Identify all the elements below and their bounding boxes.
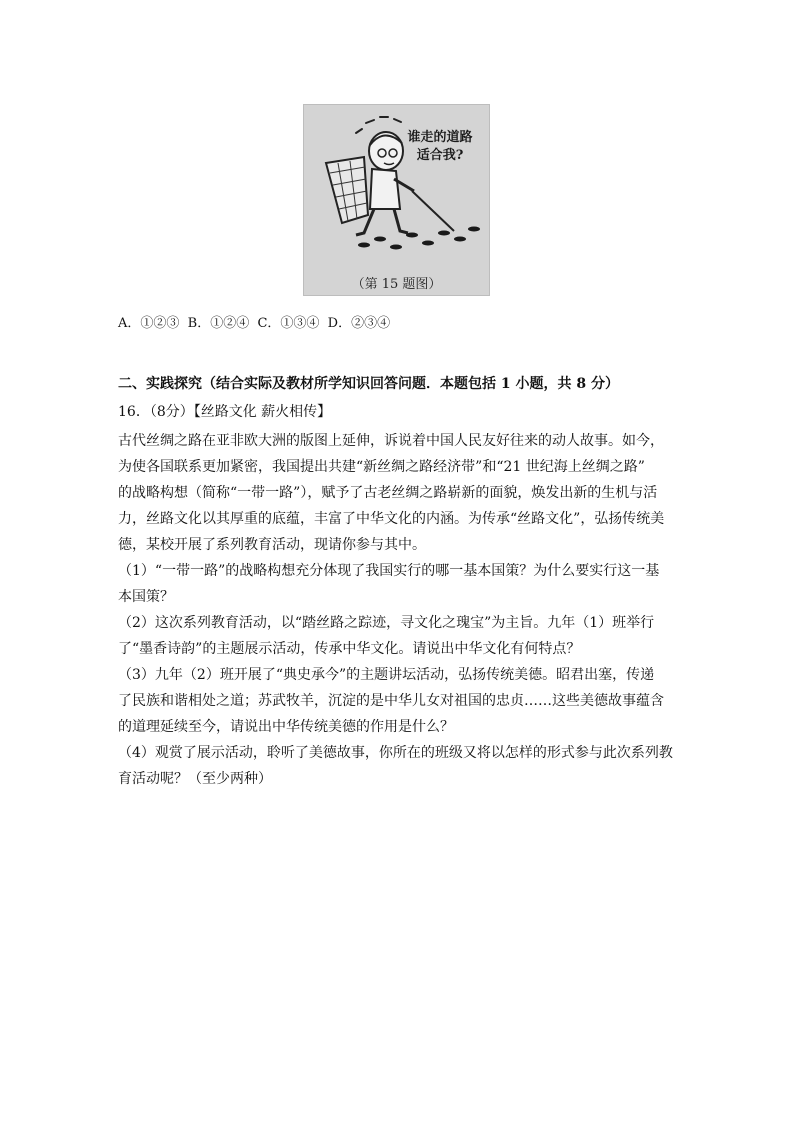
body-line: 育活动呢？（至少两种） [118,771,272,787]
body-line: 的战略构想（简称“一带一路”），赋予了古老丝绸之路崭新的面貌，焕发出新的生机与活 [118,485,658,501]
body-line: 为使各国联系更加紧密，我国提出共建“新丝绸之路经济带”和“21 世纪海上丝绸之路” [118,459,645,475]
body-line: 德，某校开展了系列教育活动，现请你参与其中。 [118,537,426,553]
speech-line-1: 谁走的道路 [407,130,473,145]
sub-question-4: （4）观赏了展示活动，聆听了美德故事，你所在的班级又将以怎样的形式参与此次系列教 [118,745,673,761]
figure-caption: （第 15 题图） [351,277,442,292]
sub-question-1: （1）“一带一路”的战略构想充分体现了我国实行的哪一基本国策？为什么要实行这一基 [118,563,660,579]
body-line: 了民族和谐相处之道；苏武牧羊，沉淀的是中华儿女对祖国的忠贞……这些美德故事蕴含 [118,693,664,709]
body-line: 本国策？ [118,589,174,605]
body-line: 力，丝路文化以其厚重的底蕴，丰富了中华文化的内涵。为传承“丝路文化”，弘扬传统美 [118,511,665,527]
body-line: 了“墨香诗韵”的主题展示活动，传承中华文化。请说出中华文化有何特点？ [118,641,581,657]
speech-bubble-text [400,129,480,165]
cartoon-figure [303,104,490,296]
answer-options: A．①②③ B．①②④ C．①③④ D．②③④ [118,316,391,331]
body-line: 的道理延续至今，请说出中华传统美德的作用是什么？ [118,719,454,735]
sub-question-2: （2）这次系列教育活动，以“踏丝路之踪迹，寻文化之瑰宝”为主旨。九年（1）班举行 [118,615,655,631]
question-16-heading: 16．（8分）【丝路文化 薪火相传】 [118,404,332,420]
speech-line-2: 适合我? [416,148,464,163]
body-line: 古代丝绸之路在亚非欧大洲的版图上延伸，诉说着中国人民友好往来的动人故事。如今， [118,433,664,449]
sub-question-3: （3）九年（2）班开展了“典史承今”的主题讲坛活动，弘扬传统美德。昭君出塞，传递 [118,667,655,683]
question-16-body [118,428,678,792]
section-title: 二、实践探究（结合实际及教材所学知识回答问题．本题包括 1 小题，共 8 分） [118,376,619,392]
